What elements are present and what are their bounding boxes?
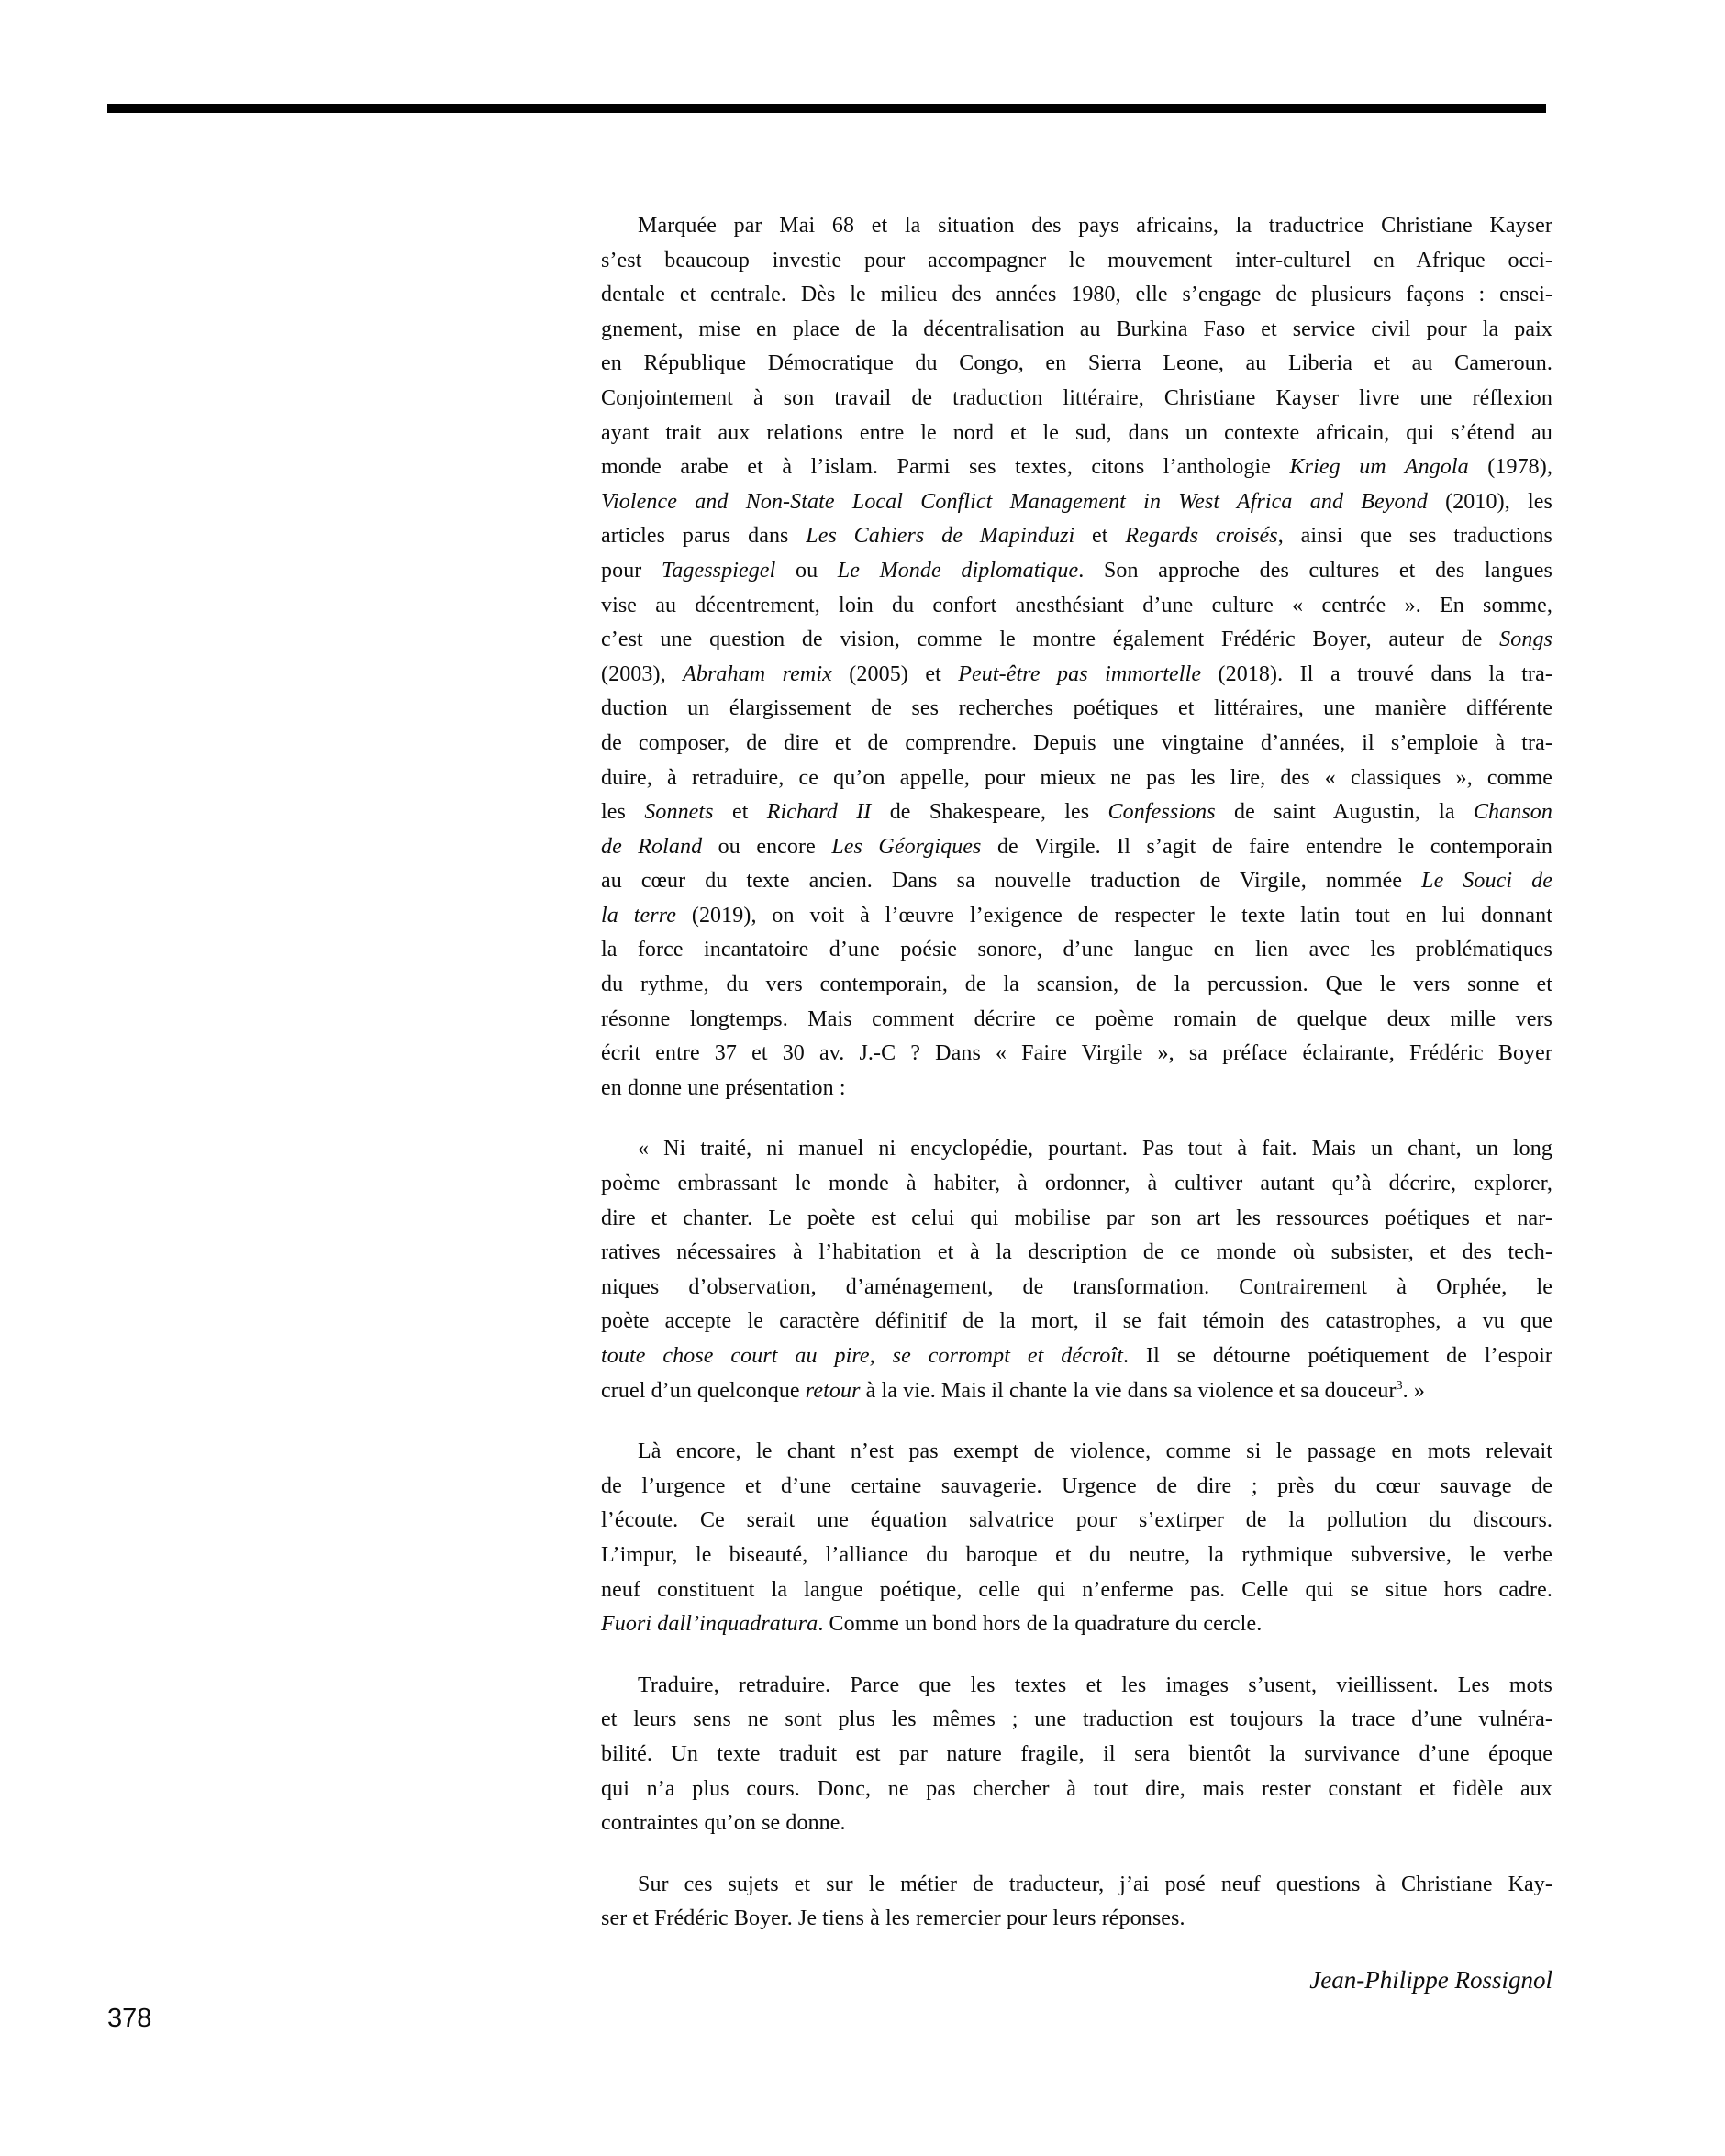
text-line: de l’urgence et d’une certaine sauvagerie. Urgence de dire ; près du cœur sauvage de — [601, 1473, 1552, 1498]
author-signature: Jean-Philippe Rossignol — [1309, 1966, 1552, 1994]
text-line: dire et chanter. Le poète est celui qui mobilise par son art les ressources poétiques et nar- — [601, 1206, 1552, 1230]
text-line: les Sonnets et Richard II de Shakespeare, les Confessions de saint Augustin, la Chanson — [601, 800, 1553, 825]
text-line: en donne une présentation : — [601, 1075, 846, 1100]
text-line: et leurs sens ne sont plus les mêmes ; une traduction est toujours la trace d’une vulnéra- — [601, 1707, 1552, 1732]
text-line: Sur ces sujets et sur le métier de traducteur, j’ai posé neuf questions à Christiane Kay- — [638, 1872, 1552, 1896]
text-line: c’est une question de vision, comme le montre également Frédéric Boyer, auteur de Songs — [601, 628, 1552, 652]
text-line: poème embrassant le monde à habiter, à ordonner, à cultiver autant qu’à décrire, explorer, — [601, 1172, 1552, 1196]
text-line: Fuori dall’inquadratura. Comme un bond hors de la quadrature du cercle. — [601, 1612, 1263, 1637]
text-line: poète accepte le caractère définitif de la mort, il se fait témoin des catastrophes, a vu que — [601, 1309, 1552, 1334]
text-line: monde arabe et à l’islam. Parmi ses textes, citons l’anthologie Krieg um Angola (1978), — [601, 455, 1552, 480]
text-line: dentale et centrale. Dès le milieu des années 1980, elle s’engage de plusieurs façons : ensei- — [601, 283, 1552, 307]
text-line: ratives nécessaires à l’habitation et à la description de ce monde où subsister, et des tech- — [601, 1240, 1552, 1265]
text-line: Là encore, le chant n’est pas exempt de violence, comme si le passage en mots relevait — [638, 1439, 1552, 1464]
page-number: 378 — [107, 2004, 152, 2033]
article-body — [601, 209, 1552, 1937]
text-line: gnement, mise en place de la décentralisation au Burkina Faso et service civil pour la paix — [601, 317, 1552, 341]
paragraph — [601, 1132, 1552, 1408]
text-line: neuf constituent la langue poétique, celle qui n’enferme pas. Celle qui se situe hors cadre. — [601, 1577, 1552, 1602]
text-line: résonne longtemps. Mais comment décrire ce poème romain de quelque deux mille vers — [601, 1006, 1552, 1031]
text-line: toute chose court au pire, se corrompt et décroît. Il se détourne poétiquement de l’espoir — [601, 1344, 1553, 1368]
text-line: duire, à retraduire, ce qu’on appelle, pour mieux ne pas les lire, des « classiques », comme — [601, 765, 1552, 790]
text-line: « Ni traité, ni manuel ni encyclopédie, pourtant. Pas tout à fait. Mais un chant, un long — [638, 1137, 1552, 1161]
paragraph — [601, 209, 1552, 1106]
text-line: de Roland ou encore Les Géorgiques de Virgile. Il s’agit de faire entendre le contemporain — [601, 834, 1552, 859]
text-line: ayant trait aux relations entre le nord et le sud, dans un contexte africain, qui s’étend au — [601, 420, 1552, 445]
text-line: pour Tagesspiegel ou Le Monde diplomatique. Son approche des cultures et des langues — [601, 558, 1552, 583]
text-line: cruel d’un quelconque retour à la vie. Mais il chante la vie dans sa violence et sa douceur$^3$. » — [601, 1378, 1425, 1403]
paragraph — [601, 1435, 1552, 1642]
text-line: duction un élargissement de ses recherches poétiques et littéraires, une manière différente — [601, 696, 1552, 721]
text-line: Violence and Non-State Local Conflict Management in West Africa and Beyond (2010), les — [601, 489, 1552, 514]
text-line: Traduire, retraduire. Parce que les textes et les images s’usent, vieillissent. Les mots — [638, 1673, 1552, 1697]
text-line: vise au décentrement, loin du confort anesthésiant d’une culture « centrée ». En somme, — [601, 593, 1552, 617]
footnote-marker: 3 — [1396, 1378, 1403, 1393]
text-line: au cœur du texte ancien. Dans sa nouvelle traduction de Virgile, nommée Le Souci de — [601, 869, 1552, 894]
text-line: de composer, de dire et de comprendre. Depuis une vingtaine d’années, il s’emploie à tra- — [601, 730, 1552, 755]
text-line: écrit entre 37 et 30 av. J.-C ? Dans « Faire Virgile », sa préface éclairante, Frédéric Boyer — [601, 1041, 1552, 1066]
text-line: articles parus dans Les Cahiers de Mapinduzi et Regards croisés, ainsi que ses traductions — [601, 524, 1553, 549]
text-line: bilité. Un texte traduit est par nature fragile, il sera bientôt la survivance d’une époque — [601, 1741, 1552, 1766]
text-line: L’impur, le biseauté, l’alliance du baroque et du neutre, la rythmique subversive, le verbe — [601, 1542, 1552, 1567]
text-line: la force incantatoire d’une poésie sonore, d’une langue en lien avec les problématiques — [601, 938, 1552, 962]
text-line: l’écoute. Ce serait une équation salvatrice pour s’extirper de la pollution du discours. — [601, 1508, 1552, 1533]
paragraph — [601, 1868, 1552, 1937]
text-line: en République Démocratique du Congo, en Sierra Leone, au Liberia et au Cameroun. — [601, 351, 1552, 376]
text-line: la terre (2019), on voit à l’œuvre l’exigence de respecter le texte latin tout en lui donnant — [601, 903, 1553, 928]
text-line: du rythme, du vers contemporain, de la scansion, de la percussion. Que le vers sonne et — [601, 972, 1552, 997]
text-line: Conjointement à son travail de traduction littéraire, Christiane Kayser livre une réflexion — [601, 385, 1552, 410]
text-line: contraintes qu’on se donne. — [601, 1811, 846, 1836]
text-line: (2003), Abraham remix (2005) et Peut-être pas immortelle (2018). Il a trouvé dans la tra- — [601, 661, 1552, 686]
paragraph — [601, 1669, 1552, 1841]
text-line: niques d’observation, d’aménagement, de transformation. Contrairement à Orphée, le — [601, 1274, 1552, 1299]
text-line: s’est beaucoup investie pour accompagner le mouvement inter-culturel en Afrique occi- — [601, 248, 1552, 272]
text-line: qui n’a plus cours. Donc, ne pas chercher à tout dire, mais rester constant et fidèle aux — [601, 1776, 1552, 1801]
top-rule — [107, 104, 1546, 113]
text-line: ser et Frédéric Boyer. Je tiens à les remercier pour leurs réponses. — [601, 1906, 1185, 1931]
text-line: Marquée par Mai 68 et la situation des pays africains, la traductrice Christiane Kayser — [638, 214, 1552, 238]
